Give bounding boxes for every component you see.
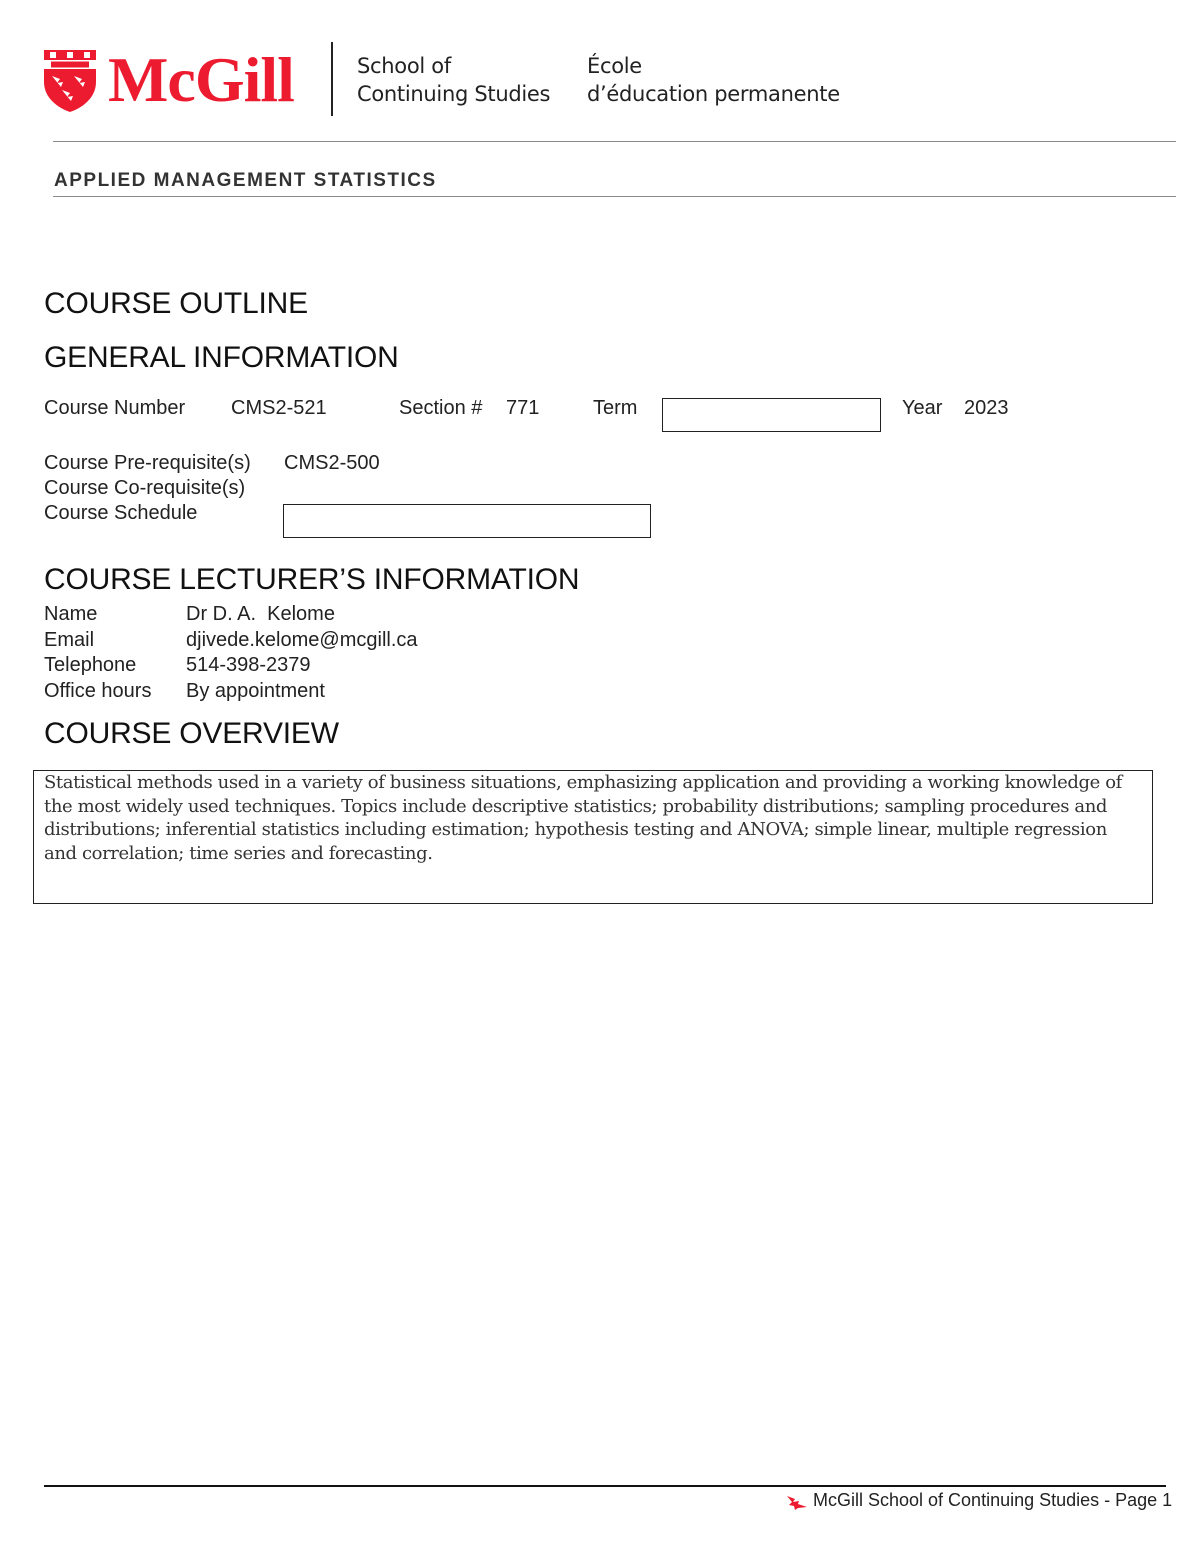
- footer-page-label: McGill School of Continuing Studies - Page 1: [813, 1490, 1173, 1510]
- prerequisite-label: Course Pre-requisite(s): [44, 452, 251, 474]
- course-title: APPLIED MANAGEMENT STATISTICS: [54, 170, 437, 191]
- logo-divider: [331, 42, 333, 116]
- lecturer-phone-label: Telephone: [44, 654, 137, 676]
- heading-general-information: GENERAL INFORMATION: [44, 341, 399, 374]
- unit-fr-line2: d’éducation permanente: [587, 82, 840, 106]
- prerequisite-value: CMS2-500: [284, 452, 380, 474]
- corequisite-label: Course Co-requisite(s): [44, 477, 246, 499]
- course-number-value: CMS2-521: [231, 397, 327, 419]
- mcgill-shield-icon: [42, 48, 98, 114]
- term-label: Term: [593, 397, 638, 419]
- course-number-label: Course Number: [44, 397, 186, 419]
- lecturer-phone-value: 514-398-2379: [186, 654, 311, 676]
- unit-name-french: [587, 52, 840, 108]
- schedule-field[interactable]: [283, 504, 651, 538]
- martlet-icon: [786, 1493, 808, 1511]
- title-rule: [53, 196, 1176, 197]
- term-field[interactable]: [662, 398, 881, 432]
- unit-name-english: [357, 52, 550, 108]
- lecturer-name-value: Dr D. A. Kelome: [186, 603, 335, 625]
- heading-lecturer-information: COURSE LECTURER’S INFORMATION: [44, 563, 580, 596]
- unit-en-line1: School of: [357, 54, 451, 78]
- year-value: 2023: [964, 397, 1009, 419]
- heading-course-outline: COURSE OUTLINE: [44, 287, 308, 320]
- header-rule: [53, 141, 1176, 142]
- heading-course-overview: COURSE OVERVIEW: [44, 717, 339, 750]
- unit-en-line2: Continuing Studies: [357, 82, 551, 106]
- section-value: 771: [506, 397, 540, 419]
- lecturer-name-label: Name: [44, 603, 98, 625]
- unit-fr-line1: École: [587, 54, 642, 78]
- lecturer-email-label: Email: [44, 629, 95, 651]
- section-label: Section #: [399, 397, 483, 419]
- footer-rule: [44, 1485, 1166, 1487]
- office-hours-label: Office hours: [44, 680, 152, 702]
- schedule-label: Course Schedule: [44, 502, 198, 524]
- brand-name: McGill: [108, 44, 294, 115]
- course-overview-text: Statistical methods used in a variety of business situations, emphasizing application and providing a working knowledge of the most widely used techniques. Topics include descriptive statistics; probability distributions; sampling procedures and distributions; inferential statistics including estimation; hypothesis testing and ANOVA; simple linear, multiple regression and correlation; time series and forecasting.: [44, 772, 1122, 864]
- lecturer-email-value[interactable]: djivede.kelome@mcgill.ca: [186, 629, 418, 651]
- course-overview-box: [33, 770, 1153, 904]
- year-label: Year: [902, 397, 943, 419]
- office-hours-value: By appointment: [186, 680, 325, 702]
